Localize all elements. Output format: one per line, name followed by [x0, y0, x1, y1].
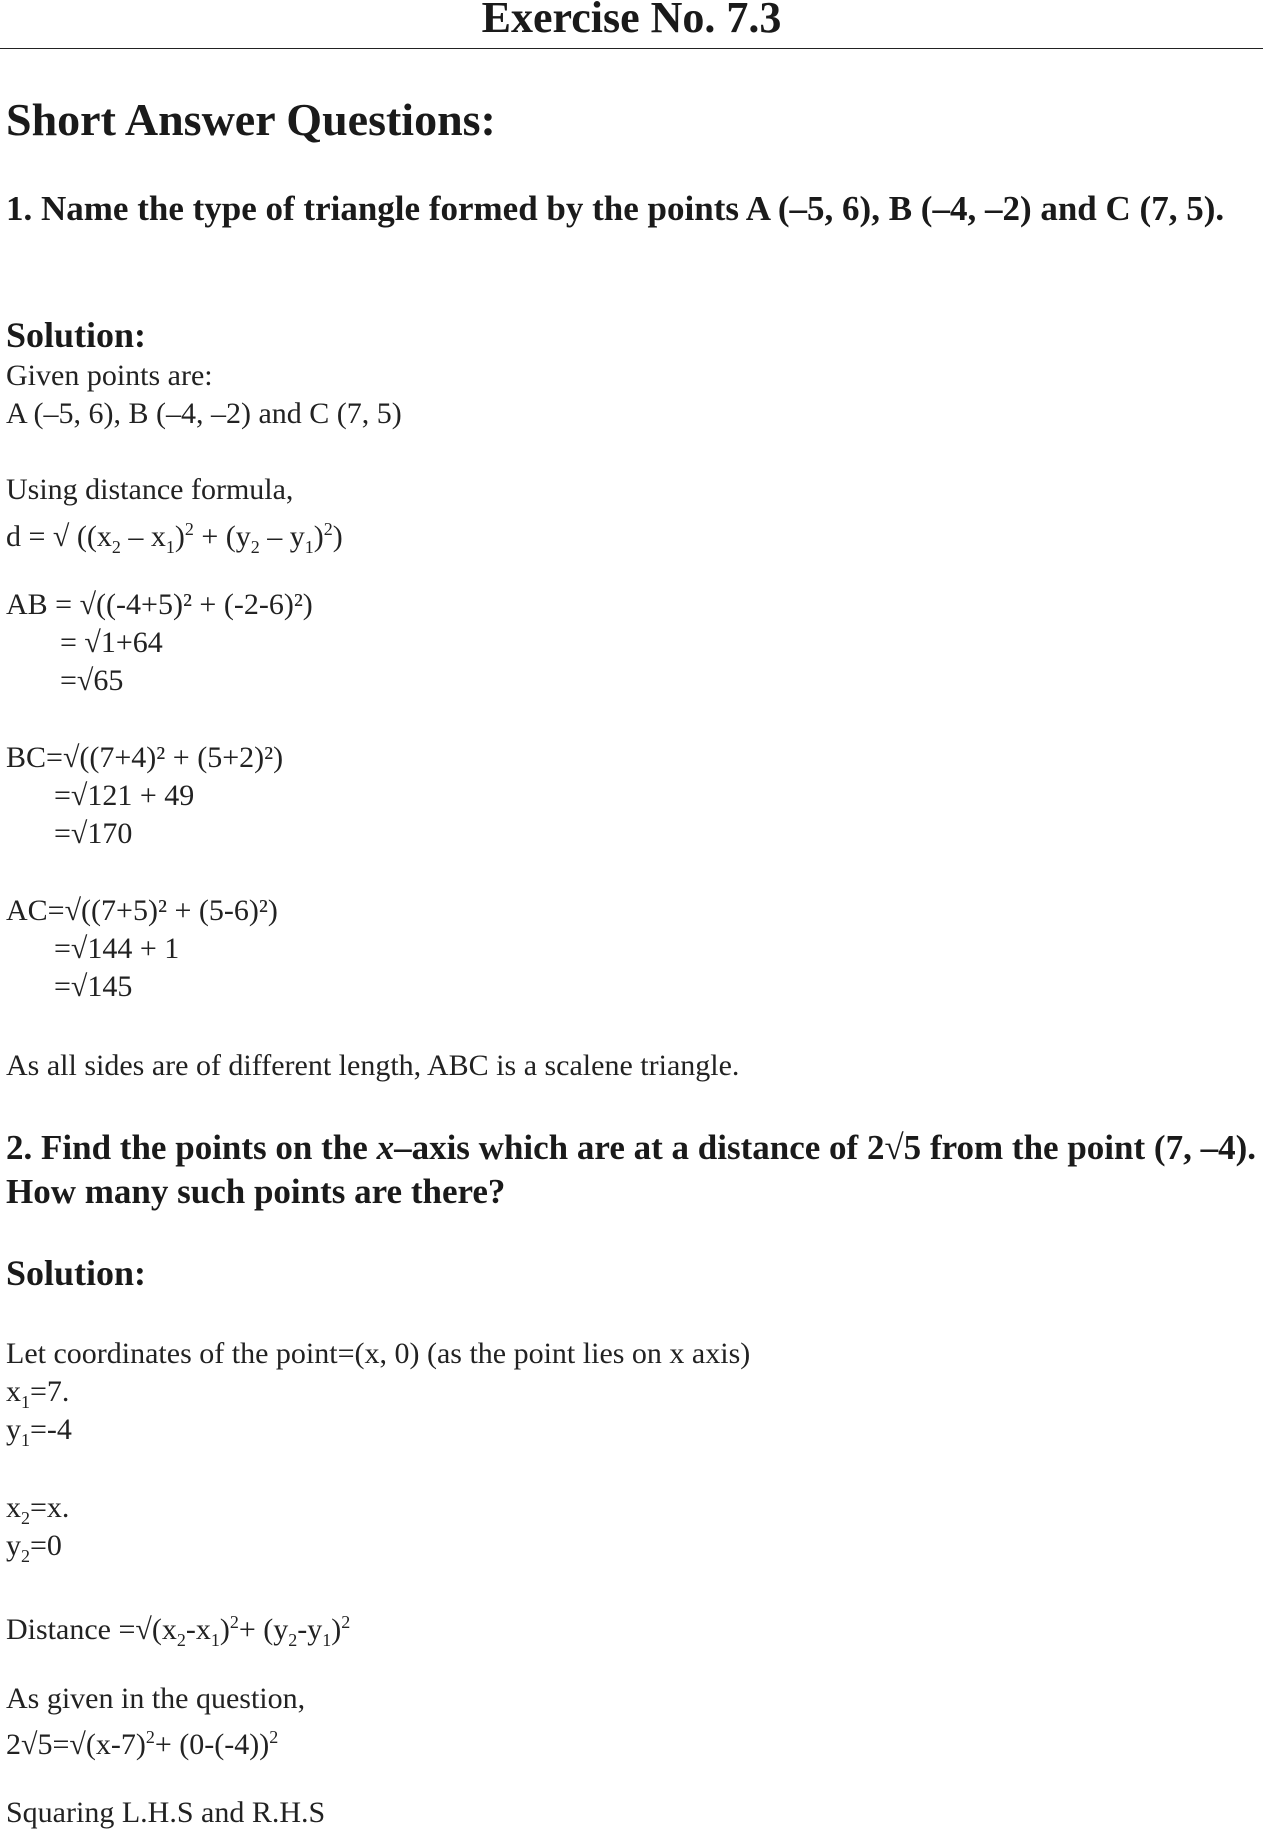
solution-2-label: Solution:: [6, 1253, 147, 1293]
distance-formula-2: Distance $=√(x_2-x_1)^2+ (y_2-y_1)^2$: [6, 1612, 351, 1650]
ab-line-3: =√65: [60, 664, 124, 697]
section-title: Short Answer Questions:: [6, 94, 496, 145]
given-intro: As given in the question,: [6, 1682, 306, 1715]
ab-line-2: = √1+64: [60, 626, 163, 659]
formula-intro: Using distance formula,: [6, 473, 294, 506]
question-1: 1. Name the type of triangle formed by the points A (–5, 6), B (–4, –2) and C (7, 5).: [6, 189, 1225, 228]
header-divider: [0, 48, 1263, 49]
let-coordinates: Let coordinates of the point=(x, 0) (as the point lies on x axis): [6, 1337, 751, 1370]
question-2: 2. Find the points on the x–axis which are at a distance of 2√5 from the point (7, –4). How many such points are there?: [6, 1128, 1256, 1211]
ac-line-1: AC=√((7+5)² + (5-6)²): [6, 894, 278, 927]
given-label: Given points are:: [6, 359, 213, 392]
distance-formula: d = √ $((x_2 - x_1)^2 + (y_2 - y_1)^2)$: [6, 519, 343, 557]
x2-value: $x_2=x$.: [6, 1491, 70, 1528]
solution-1-label: Solution:: [6, 315, 147, 355]
ac-line-2: =√144 + 1: [54, 932, 180, 965]
y1-value: $y_1=-4$: [6, 1413, 72, 1450]
y2-value: $y_2=0$: [6, 1529, 62, 1566]
given-points: A (–5, 6), B (–4, –2) and C (7, 5): [6, 397, 402, 430]
x1-value: $x_1=7$.: [6, 1375, 70, 1412]
bc-line-2: =√121 + 49: [54, 779, 195, 812]
exercise-title: Exercise No. 7.3: [481, 0, 782, 42]
ac-line-3: =√145: [54, 970, 133, 1003]
given-equation: $2√5=√(x-7)^2+ (0-(-4))^2$: [6, 1727, 279, 1761]
bc-line-3: =√170: [54, 817, 133, 850]
conclusion: As all sides are of different length, ABC is a scalene triangle.: [6, 1049, 740, 1082]
bc-line-1: BC=√((7+4)² + (5+2)²): [6, 741, 284, 774]
squaring-line: Squaring L.H.S and R.H.S: [6, 1796, 326, 1829]
ab-line-1: AB = √((-4+5)² + (-2-6)²): [6, 588, 313, 621]
